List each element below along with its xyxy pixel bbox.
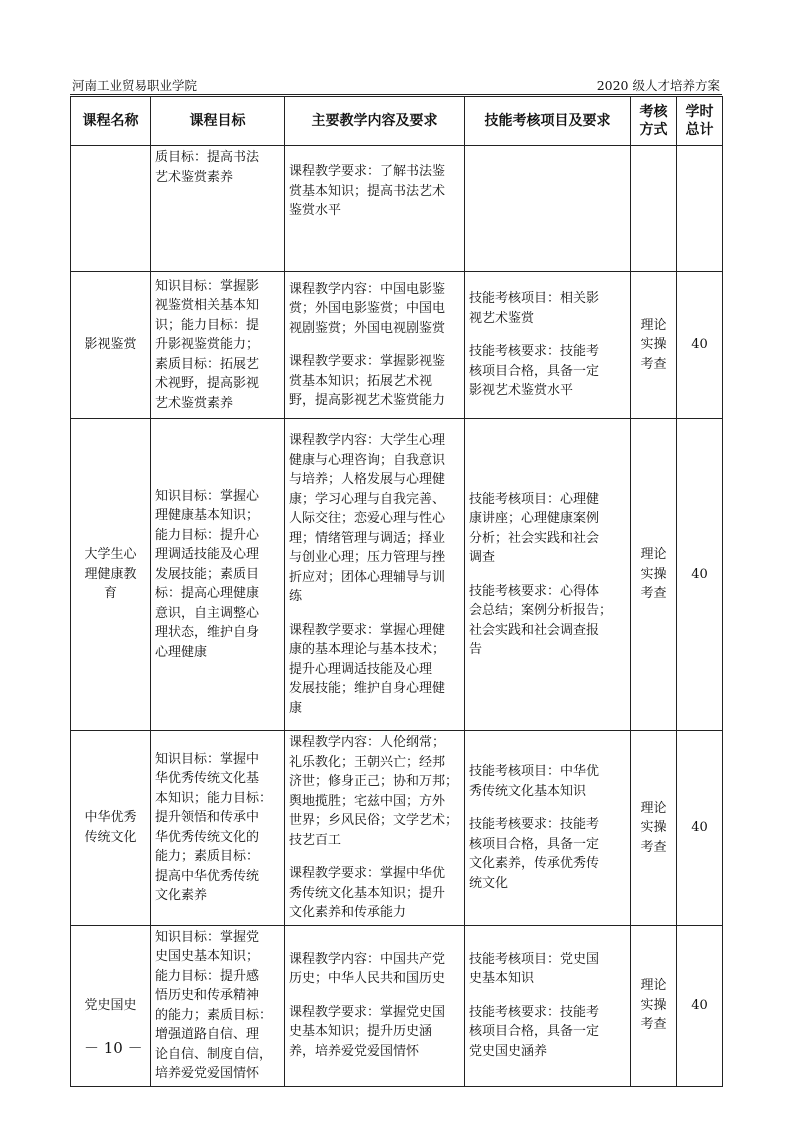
table-row <box>71 731 723 926</box>
header-doc-title: 2020 级人才培养方案 <box>596 78 720 93</box>
content-teaching: 课程教学内容：中国共产党 历史；中华人民共和国历史 <box>289 951 446 987</box>
total-hours: 40 <box>677 925 723 1086</box>
page-number: － 10 － <box>84 1039 143 1057</box>
content-cell <box>285 419 465 731</box>
table-header-row <box>71 97 723 146</box>
content-cell <box>285 731 465 926</box>
skill-project: 技能考核项目：中华优 秀传统文化基本知识 <box>469 764 600 799</box>
assessment-method: 理论 实操 考查 <box>631 272 677 419</box>
course-name: 影视鉴赏 <box>71 272 151 419</box>
total-hours: 40 <box>677 419 723 731</box>
course-goal: 知识目标：掌握心 理健康基本知识； 能力目标：提升心 理调适技能及心理 发展技能；素质目 标：提高心理健康 意识，自主调整心 理状态，维护自身 心理健康 <box>151 419 285 731</box>
skill-cell <box>465 731 631 926</box>
skill-project: 技能考核项目：党史国 史基本知识 <box>469 951 600 987</box>
course-name <box>71 146 151 272</box>
col-header-course-name: 课程名称 <box>71 97 151 146</box>
table-row <box>71 925 723 1086</box>
content-requirement: 课程教学要求：了解书法鉴 赏基本知识；提高书法艺术 鉴赏水平 <box>289 164 446 218</box>
course-goal: 知识目标：掌握影 视鉴赏相关基本知 识；能力目标：提 升影视鉴赏能力； 素质目标：拓展艺 术视野，提高影视 艺术鉴赏素养 <box>151 272 285 419</box>
course-goal: 知识目标：掌握党 史国史基本知识； 能力目标：提升感 悟历史和传承精神 的能力；素质目标： 增强道路自信、理 论自信、制度自信， 培养爱党爱国情怀 <box>151 925 285 1086</box>
content-teaching: 课程教学内容：人伦纲常； 礼乐教化；王朝兴亡；经邦 济世；修身正己；协和万邦； 舆地揽胜；宅兹中国；方外 世界；乡风民俗；文学艺术； 技艺百工 <box>289 735 459 848</box>
content-cell <box>285 925 465 1086</box>
course-goal: 质目标：提高书法 艺术鉴赏素养 <box>151 146 285 272</box>
content-requirement: 课程教学要求：掌握影视鉴 赏基本知识；拓展艺术视 野，提高影视艺术鉴赏能力 <box>289 354 446 408</box>
content-requirement: 课程教学要求：掌握中华优 秀传统文化基本知识；提升 文化素养和传承能力 <box>289 866 446 920</box>
course-name: 大学生心 理健康教 育 <box>71 419 151 731</box>
skill-project: 技能考核项目：心理健 康讲座；心理健康案例 分析；社会实践和社会 调查 <box>469 491 600 565</box>
course-name: 中华优秀 传统文化 <box>71 731 151 926</box>
course-goal: 知识目标：掌握中 华优秀传统文化基 本知识；能力目标： 提升领悟和传承中 华优秀传统文化的 能力；素质目标： 提高中华优秀传统 文化素养 <box>151 731 285 926</box>
col-header-hours: 学时 总计 <box>677 97 723 146</box>
skill-requirement: 技能考核要求：技能考 核项目合格，具备一定 党史国史涵养 <box>469 1004 600 1059</box>
assessment-method: 理论 实操 考查 <box>631 925 677 1086</box>
assessment-method: 理论 实操 考查 <box>631 731 677 926</box>
course-table <box>70 96 723 1087</box>
header-school-name: 河南工业贸易职业学院 <box>72 78 198 93</box>
total-hours: 40 <box>677 731 723 926</box>
content-requirement: 课程教学要求：掌握党史国 史基本知识；提升历史涵 养，培养爱党爱国情怀 <box>289 1004 446 1059</box>
skill-cell <box>465 272 631 419</box>
col-header-course-goal: 课程目标 <box>151 97 285 146</box>
skill-cell <box>465 146 631 272</box>
skill-cell <box>465 925 631 1086</box>
hours-cell <box>677 146 723 272</box>
content-teaching: 课程教学内容：大学生心理 健康与心理咨询；自我意识 与培养；人格发展与心理健 康；学习心理与自我完善、 人际交往；恋爱心理与性心 理；情绪管理与调适；择业 与创业心理；压力管理与挫 折应对；团体心理辅导与训 练 <box>289 433 446 604</box>
col-header-method: 考核 方式 <box>631 97 677 146</box>
table-row <box>71 272 723 419</box>
total-hours: 40 <box>677 272 723 419</box>
col-header-skill: 技能考核项目及要求 <box>465 97 631 146</box>
skill-requirement: 技能考核要求：心得体 会总结；案例分析报告； 社会实践和社会调查报 告 <box>469 583 613 657</box>
table-row <box>71 146 723 272</box>
page-header <box>70 74 722 95</box>
method-cell <box>631 146 677 272</box>
assessment-method: 理论 实操 考查 <box>631 419 677 731</box>
col-header-content: 主要教学内容及要求 <box>285 97 465 146</box>
skill-project: 技能考核项目：相关影 视艺术鉴赏 <box>469 291 600 326</box>
skill-requirement: 技能考核要求：技能考 核项目合格，具备一定 影视艺术鉴赏水平 <box>469 344 600 399</box>
skill-cell <box>465 419 631 731</box>
course-name: 党史国史 <box>71 925 151 1086</box>
table-row <box>71 419 723 731</box>
skill-requirement: 技能考核要求：技能考 核项目合格，具备一定 文化素养，传承优秀传 统文化 <box>469 817 600 891</box>
content-requirement: 课程教学要求：掌握心理健 康的基本理论与基本技术； 提升心理调适技能及心理 发展技能；维护自身心理健 康 <box>289 622 446 716</box>
content-cell <box>285 146 465 272</box>
content-teaching: 课程教学内容：中国电影鉴 赏；外国电影鉴赏；中国电 视剧鉴赏；外国电视剧鉴赏 <box>289 281 446 336</box>
content-cell <box>285 272 465 419</box>
